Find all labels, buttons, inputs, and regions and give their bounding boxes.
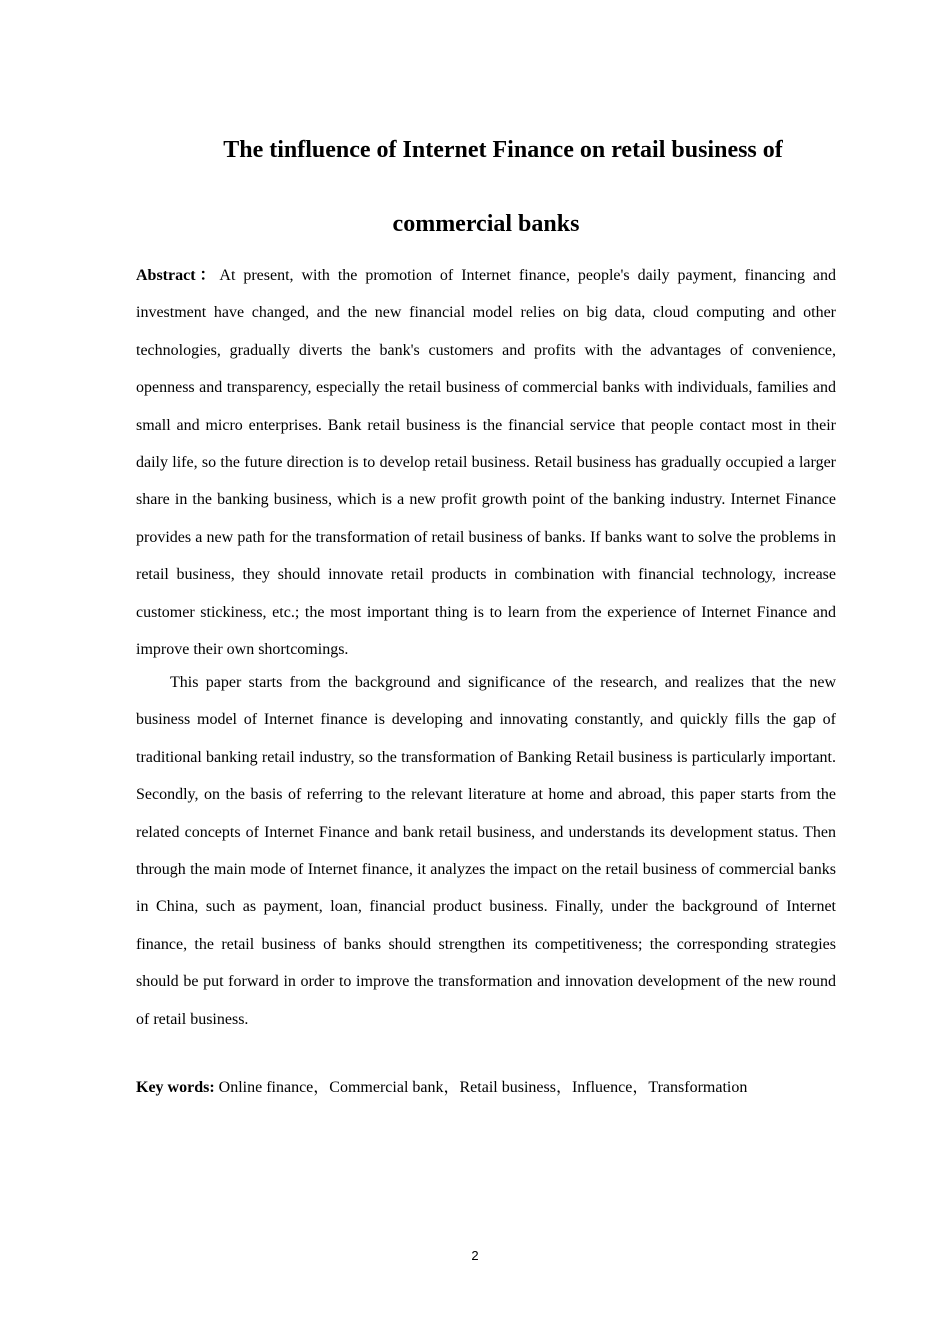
paper-title-line-2: commercial banks xyxy=(392,211,580,237)
keyword-item: Online finance xyxy=(218,1079,314,1096)
keyword-item: Commercial bank xyxy=(329,1079,444,1096)
keywords-label: Key words: xyxy=(136,1079,215,1096)
keyword-item: Influence xyxy=(571,1079,633,1096)
paper-title-line-1: The tinfluence of Internet Finance on retail business of xyxy=(223,137,783,163)
abstract-paragraph-1 xyxy=(136,257,836,668)
keyword-separator: ， xyxy=(632,1079,649,1096)
page-number: 2 xyxy=(471,1248,479,1263)
abstract-text-1: At present, with the promotion of Internet finance, people's daily payment, financing and investment have changed, and the new financial model relies on big data, cloud computing and other technologies, gradually diverts the bank's customers and profits with the advantages of convenience, openness and transparency, especially the retail business of commercial banks with individuals, families and small and micro enterprises. Bank retail business is the financial service that people contact most in their daily life, so the future direction is to develop retail business. Retail business has gradually occupied a larger share in the banking business, which is a new profit growth point of the banking industry. Internet Finance provides a new path for the transformation of retail business of banks. If banks want to solve the problems in retail business, they should innovate retail products in combination with financial technology, increase customer stickiness, etc.; the most important thing is to learn from the experience of Internet Finance and improve their own shortcomings. xyxy=(136,267,836,659)
keywords-line xyxy=(136,1069,836,1106)
abstract-paragraph-2: This paper starts from the background and significance of the research, and realizes that the new business model of Internet finance is developing and innovating constantly, and quickly fills the gap of traditional banking retail industry, so the transformation of Banking Retail business is particularly important. Secondly, on the basis of referring to the relevant literature at home and abroad, this paper starts from the related concepts of Internet Finance and bank retail business, and understands its development status. Then through the main mode of Internet finance, it analyzes the impact on the retail business of commercial banks in China, such as payment, loan, financial product business. Finally, under the background of Internet finance, the retail business of banks should strengthen its competitiveness; the corresponding strategies should be put forward in order to improve the transformation and innovation development of the new round of retail business. xyxy=(136,674,836,1028)
keyword-separator: ， xyxy=(555,1079,572,1096)
keyword-separator: ， xyxy=(443,1079,460,1096)
keyword-separator: ， xyxy=(313,1079,330,1096)
abstract-label: Abstract： xyxy=(136,267,220,284)
keyword-item: Transformation xyxy=(648,1079,748,1096)
keyword-item: Retail business xyxy=(459,1079,556,1096)
